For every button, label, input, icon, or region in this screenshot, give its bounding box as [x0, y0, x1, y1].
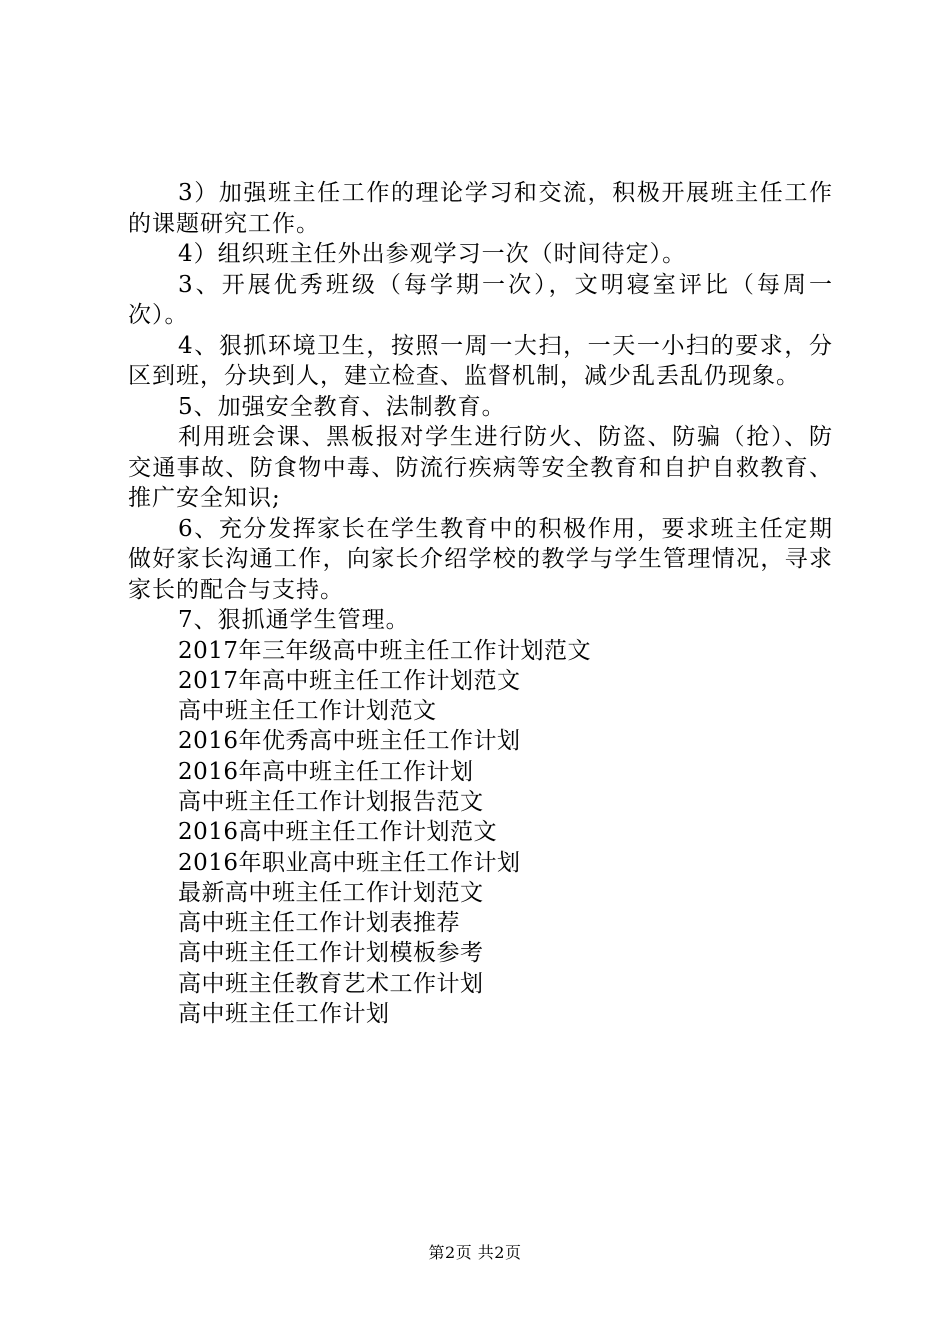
paragraph-class-evaluation: 3、开展优秀班级（每学期一次），文明寝室评比（每周一次）。: [128, 271, 833, 328]
related-link[interactable]: 2017年三年级高中班主任工作计划范文: [178, 637, 592, 664]
related-link[interactable]: 2016年高中班主任工作计划: [178, 758, 474, 785]
related-link[interactable]: 高中班主任教育艺术工作计划: [178, 970, 484, 997]
page-footer: [0, 1243, 950, 1263]
paragraph-parent-role: 6、充分发挥家长在学生教育中的积极作用，要求班主任定期做好家长沟通工作，向家长介绍学校的教学与学生管理情况，寻求家长的配合与支持。: [128, 515, 833, 603]
related-link[interactable]: 2017年高中班主任工作计划范文: [178, 667, 521, 694]
related-link[interactable]: 高中班主任工作计划: [178, 1001, 390, 1028]
page-number-label: 第2页 共2页: [428, 1243, 522, 1262]
related-link[interactable]: 2016年优秀高中班主任工作计划: [178, 728, 521, 755]
document-body: [128, 178, 833, 1029]
related-link[interactable]: 高中班主任工作计划报告范文: [178, 788, 484, 815]
related-link[interactable]: 高中班主任工作计划模板参考: [178, 940, 484, 967]
paragraph-environment-hygiene: 4、狠抓环境卫生，按照一周一大扫，一天一小扫的要求，分区到班，分块到人，建立检查、监督机制，减少乱丢乱仍现象。: [128, 332, 833, 389]
related-link[interactable]: 高中班主任工作计划范文: [178, 698, 437, 725]
related-links-list: [128, 636, 833, 1030]
paragraph-visit-study: 4）组织班主任外出参观学习一次（时间待定）。: [178, 241, 687, 267]
paragraph-safety-education: 5、加强安全教育、法制教育。: [178, 393, 506, 420]
paragraph-commuter-management: 7、狠抓通学生管理。: [178, 607, 410, 633]
related-link[interactable]: 2016年职业高中班主任工作计划: [178, 849, 521, 876]
related-link[interactable]: 最新高中班主任工作计划范文: [178, 879, 484, 906]
related-link[interactable]: 高中班主任工作计划表推荐: [178, 910, 460, 937]
paragraph-theory-study: 3）加强班主任工作的理论学习和交流，积极开展班主任工作的课题研究工作。: [128, 180, 833, 237]
paragraph-safety-details: 利用班会课、黑板报对学生进行防火、防盗、防骗（抢）、防交通事故、防食物中毒、防流行疾病等安全教育和自护自救教育、推广安全知识;: [128, 424, 833, 511]
related-link[interactable]: 2016高中班主任工作计划范文: [178, 819, 498, 846]
